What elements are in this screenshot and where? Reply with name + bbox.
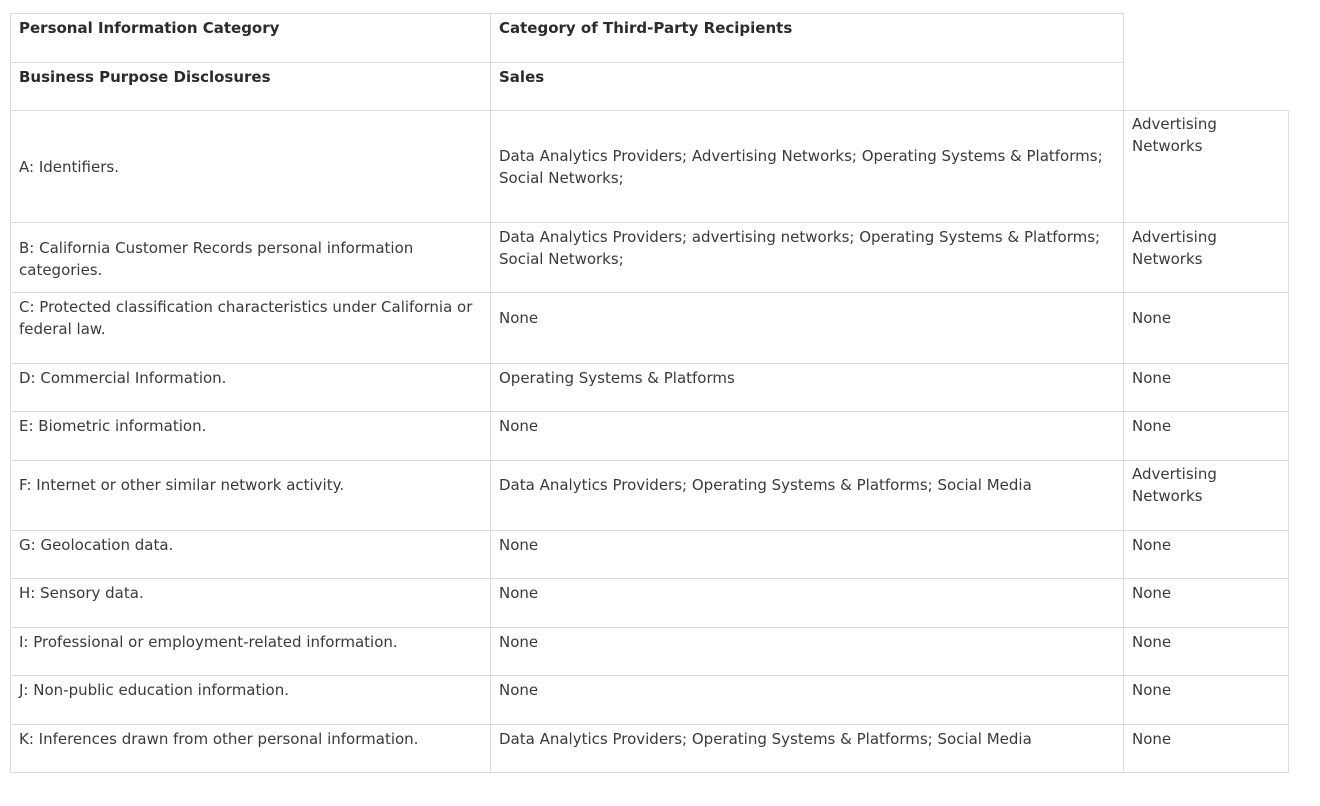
table-row-b-business: Data Analytics Providers; advertising networks; Operating Systems & Platforms; Social Networks; — [490, 222, 1124, 293]
table-row-k-category: K: Inferences drawn from other personal information. — [10, 724, 491, 773]
table-row-g-category: G: Geolocation data. — [10, 530, 491, 579]
table-row-e-category: E: Biometric information. — [10, 411, 491, 461]
table-row-d-business: Operating Systems & Platforms — [490, 363, 1124, 412]
table-row-e-sales: None — [1123, 411, 1289, 461]
header-sales: Sales — [490, 62, 1124, 111]
table-row-e-business: None — [490, 411, 1124, 461]
table-row-k-sales: None — [1123, 724, 1289, 773]
table-row-b-category: B: California Customer Records personal information categories. — [10, 222, 491, 293]
table-row-g-business: None — [490, 530, 1124, 579]
header-business-purpose-disclosures: Business Purpose Disclosures — [10, 62, 491, 111]
table-row-c-sales: None — [1123, 292, 1289, 364]
table-row-i-sales: None — [1123, 627, 1289, 676]
table-row-a-category: A: Identifiers. — [10, 110, 491, 223]
table-row-i-business: None — [490, 627, 1124, 676]
table-row-a-sales: Advertising Networks — [1123, 110, 1289, 223]
table-row-h-sales: None — [1123, 578, 1289, 628]
table-row-k-business: Data Analytics Providers; Operating Systems & Platforms; Social Media — [490, 724, 1124, 773]
table-row-d-category: D: Commercial Information. — [10, 363, 491, 412]
table-row-d-sales: None — [1123, 363, 1289, 412]
table-row-g-sales: None — [1123, 530, 1289, 579]
header-personal-info-category: Personal Information Category — [10, 13, 491, 63]
header-third-party-recipients: Category of Third-Party Recipients — [490, 13, 1124, 63]
table-row-j-business: None — [490, 675, 1124, 725]
table-row-j-sales: None — [1123, 675, 1289, 725]
table-row-h-category: H: Sensory data. — [10, 578, 491, 628]
table-row-c-category: C: Protected classification characteristics under California or federal law. — [10, 292, 491, 364]
table-row-b-sales: Advertising Networks — [1123, 222, 1289, 293]
table-row-c-business: None — [490, 292, 1124, 364]
table-row-h-business: None — [490, 578, 1124, 628]
table-row-a-business: Data Analytics Providers; Advertising Networks; Operating Systems & Platforms; Social Networks; — [490, 110, 1124, 223]
table-row-i-category: I: Professional or employment-related information. — [10, 627, 491, 676]
table-row-j-category: J: Non-public education information. — [10, 675, 491, 725]
table-row-f-category: F: Internet or other similar network activity. — [10, 460, 491, 531]
table-row-f-business: Data Analytics Providers; Operating Systems & Platforms; Social Media — [490, 460, 1124, 531]
table-row-f-sales: Advertising Networks — [1123, 460, 1289, 531]
